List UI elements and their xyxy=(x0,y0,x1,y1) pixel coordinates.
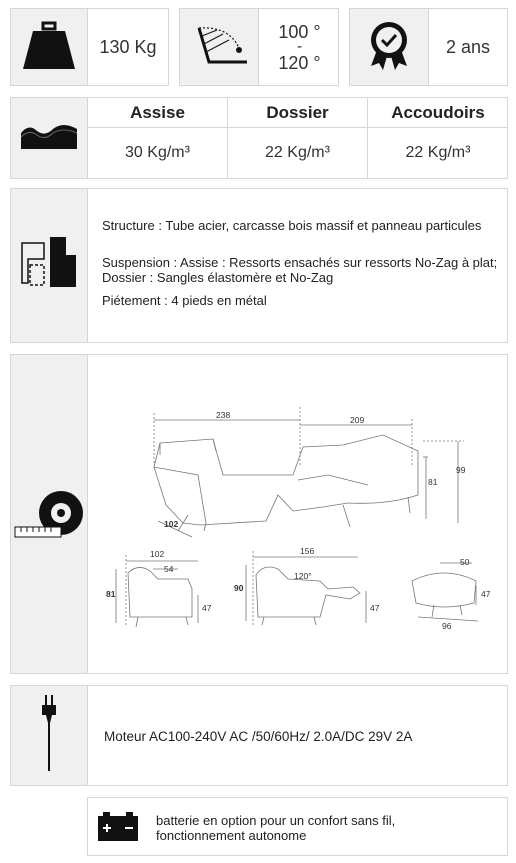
foam-icon xyxy=(19,119,79,158)
tape-icon-cell xyxy=(10,354,88,674)
recline-sep: - xyxy=(296,38,303,55)
density-table xyxy=(87,97,508,179)
battery-text: batterie en option pour un confort sans fil, fonctionnement autonome xyxy=(156,813,396,843)
dim-depth: 102 xyxy=(164,519,179,529)
warranty-icon-cell xyxy=(349,8,429,86)
density-header-assise: Assise xyxy=(88,98,228,128)
warranty-badge-icon xyxy=(365,20,413,75)
recline-value xyxy=(258,8,339,86)
warranty-value: 2 ans xyxy=(428,8,508,86)
dim-pouf-width: 96 xyxy=(442,621,452,631)
dim-main-width: 238 xyxy=(216,410,231,420)
recline-angle-icon xyxy=(189,20,249,75)
motor-text: Moteur AC100-240V AC /50/60Hz/ 2.0A/DC 29V 2A xyxy=(104,729,413,744)
dim-open-height: 90 xyxy=(234,583,244,593)
dimensions-diagram xyxy=(88,355,508,673)
suspension-text: Suspension : Assise : Ressorts ensachés sur ressorts No-Zag à plat; Dossier : Sangles élastomère et No-Zag xyxy=(102,255,498,285)
battery-panel xyxy=(87,797,508,856)
weight-value: 130 Kg xyxy=(87,8,169,86)
dim-side-depth: 102 xyxy=(150,549,165,559)
weight-icon-cell xyxy=(10,8,88,86)
dim-side-height: 81 xyxy=(106,589,116,599)
power-panel xyxy=(87,685,508,786)
structure-icon xyxy=(16,235,82,296)
density-header-accoudoirs: Accoudoirs xyxy=(368,98,508,128)
structure-icon-cell xyxy=(10,188,88,343)
dim-pouf-top: 50 xyxy=(460,557,470,567)
materials-panel xyxy=(87,188,508,343)
dimensions-panel xyxy=(87,354,508,674)
dim-chaise-width: 209 xyxy=(350,415,365,425)
density-header-dossier: Dossier xyxy=(228,98,368,128)
recline-bottom: 120 ° xyxy=(278,53,321,73)
dim-height-back: 81 xyxy=(428,477,438,487)
foam-icon-cell xyxy=(10,97,88,179)
weight-icon xyxy=(21,19,77,76)
structure-text: Structure : Tube acier, carcasse bois massif et panneau particules xyxy=(102,218,482,233)
dim-side-seat: 54 xyxy=(164,564,174,574)
plug-icon-cell xyxy=(10,685,88,786)
density-value-assise: 30 Kg/m³ xyxy=(88,128,228,178)
dim-pouf-height: 47 xyxy=(481,589,491,599)
dim-open-seat-height: 47 xyxy=(370,603,380,613)
battery-icon xyxy=(97,812,139,847)
dim-open-width: 156 xyxy=(300,546,315,556)
dim-side-seat-height: 47 xyxy=(202,603,212,613)
density-value-accoudoirs: 22 Kg/m³ xyxy=(405,144,471,161)
recline-icon-cell xyxy=(179,8,259,86)
dim-open-angle: 120° xyxy=(294,571,312,581)
plug-icon xyxy=(39,693,59,778)
recline-top: 100 ° xyxy=(278,22,321,42)
tape-measure-icon xyxy=(13,487,87,548)
density-value-dossier: 22 Kg/m³ xyxy=(228,128,368,178)
pietement-text: Piétement : 4 pieds en métal xyxy=(102,293,267,308)
dim-height-total: 99 xyxy=(456,465,466,475)
